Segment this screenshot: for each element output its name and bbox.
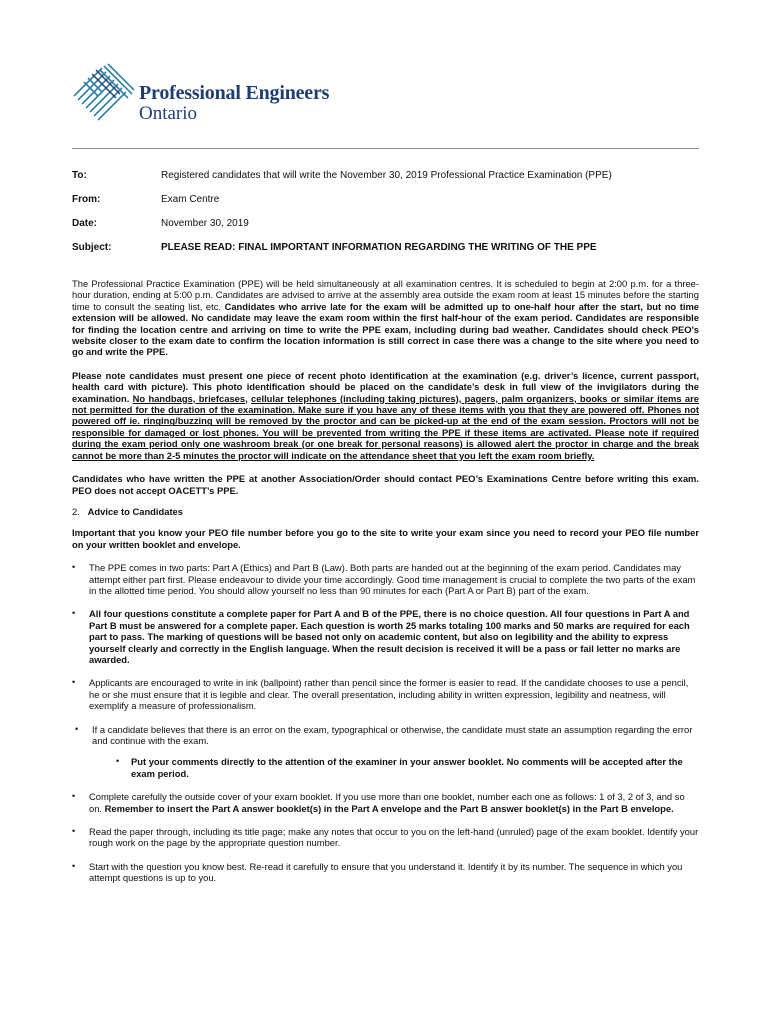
bullet-error: If a candidate believes that there is an error on the exam, typographical or otherwise, the candidate must state an assumption regarding the error and continue with the exam. [92, 723, 693, 746]
bullet-icon: • [72, 608, 76, 619]
org-name-line1: Professional Engineers [139, 82, 330, 104]
bullet-ink: Applicants are encouraged to write in ink (ballpoint) rather than pencil since the former is easier to read. If the candidate chooses to use a pencil, he or she must ensure that it is legible and clear. The overall presentation, including ability in written expression, legibility and neatness, will exemplify a measure of professionalism. [89, 677, 689, 712]
bullet-comments: Put your comments directly to the attention of the examiner in your answer booklet. No comments will be accepted after the exam period. [131, 756, 683, 779]
header-divider [72, 148, 699, 149]
bullet-icon: • [72, 860, 76, 871]
memo-from-label: From: [72, 194, 101, 205]
schedule-text: The Professional Practice Examination (PPE) will be held simultaneously at all examination centres. It is scheduled to begin at 2:00 p.m. for a three-hour duration, ending at 5:00 p.m. Candidates are advised to arrive at the assembly area outside the exam room at least 15 minutes before the starting time to consult the seating list, etc. [72, 278, 699, 312]
memo-to-label: To: [72, 170, 87, 181]
booklet-bold-text: Remember to insert the Part A answer booklet(s) in the Part A envelope and the Part B answer booklet(s) in the Part B envelope. [104, 802, 674, 814]
peo-logo-icon [72, 62, 136, 122]
schedule-bold-text: Candidates who arrive late for the exam will be admitted up to one-half hour after the start, but no time extension will be allowed. No candidate may leave the exam room within the first half-hour of the exam period. Candidates are responsible for finding the location centre and arriving on time to write the PPE exam, including during bad weather. Candidates should check PEO’s website closer to the exam date to confirm the location information is still correct in case there was a change to the site where you need to go and write the PPE. [72, 300, 699, 358]
list-item [72, 562, 699, 596]
memo-date-value: November 30, 2019 [161, 218, 249, 229]
bullet-icon: • [72, 791, 76, 802]
section-number: 2. [72, 505, 80, 517]
bullet-icon: • [75, 723, 79, 734]
org-name-line2: Ontario [139, 103, 198, 124]
bullet-icon: • [72, 562, 76, 573]
identification-comma: , [245, 392, 252, 404]
devices-underlined: cellular telephones (including taking pictures), pagers, palm organizers, books or similar items are not permitted for the duration of the examination. Make sure if you have any of these items with you that they are powered off. Phones not powered off ie. ringing/buzzing will be removed by the proctor and can be picked-up at the end of the exam session. Proctors will not be responsible for damaged or lost phones. You will be prevented from writing the PPE if these items are activated. Please note if required during the exam period only one washroom break (or one break for personal reasons) is allowed alert the proctor in charge and the break cannot be more than 2-5 minutes the proctor will indicate on the attendance sheet that you left the exam room briefly. [72, 392, 699, 461]
paragraph-identification [72, 370, 699, 461]
bullet-icon: • [116, 756, 120, 767]
paragraph-other-association: Candidates who have written the PPE at another Association/Order should contact PEO’s Examinations Centre before writing this exam. PEO does not accept OACETT’s PPE. [72, 473, 699, 496]
identification-text: Please note candidates must present one piece of recent photo identification at the examination (e.g. driver’s licence, current passport, health card with picture). This photo identification should be placed on the candidate’s desk in full view of the invigilators during the examination. [72, 369, 699, 404]
memo-subject-value: PLEASE READ: FINAL IMPORTANT INFORMATION REGARDING THE WRITING OF THE PPE [161, 242, 597, 253]
list-item [72, 608, 699, 665]
memo-to-value: Registered candidates that will write the November 30, 2019 Professional Practice Examination (PPE) [161, 170, 612, 181]
paragraph-file-number: Important that you know your PEO file number before you go to the site to write your exam since you need to record your PEO file number on your written booklet and envelope. [72, 527, 699, 550]
booklet-text: Complete carefully the outside cover of your exam booklet. If you use more than one booklet, number each one as follows: 1 of 3, 2 of 3, and so on. [89, 791, 685, 814]
section-title: Advice to Candidates [87, 505, 183, 517]
bullet-four-questions: All four questions constitute a complete paper for Part A and B of the PPE, there is no choice question. All four questions in Part A and Part B must be answered for a complete paper. Each question is worth 25 marks totaling 100 marks and 50 marks are required for each part to pass. The marking of questions will be based not only on academic content, but also on legibility and the ability to express yourself clearly and correctly in the English language. When the result decision is received it will be a pass or fail letter no marks are awarded. [89, 608, 690, 665]
handbags-underlined: No handbags, briefcases [132, 392, 246, 404]
bullet-start: Start with the question you know best. Re-read it carefully to ensure that you understand it. Identify it by its number. The sequence in which you attempt questions is up to you. [89, 860, 683, 884]
paragraph-schedule [72, 278, 699, 358]
list-item [72, 826, 699, 849]
bullet-read-paper: Read the paper through, including its title page; make any notes that occur to you on the left-hand (unruled) page of the exam booklet. Identify your rough work on the page by the appropriate question number. [89, 826, 699, 849]
list-item [72, 677, 699, 711]
bullet-icon: • [72, 826, 76, 837]
bullet-booklet [89, 791, 699, 814]
memo-subject-label: Subject: [72, 242, 112, 253]
section-heading [72, 506, 699, 517]
bullet-two-parts: The PPE comes in two parts: Part A (Ethics) and Part B (Law). Both parts are handed out at the beginning of the exam period. Candidates may attempt either part first. Please endeavour to divide your time accordingly. Good time management is crucial to complete the two parts of the exam in the allotted time period. You should allow yourself no less than 90 minutes for each (Part A or Part B) part of the exam. [89, 562, 696, 596]
memo-body [72, 278, 699, 884]
bullet-icon: • [72, 677, 76, 688]
list-item [72, 861, 699, 884]
memo-from-value: Exam Centre [161, 194, 220, 205]
list-item [72, 724, 699, 747]
list-item [72, 756, 699, 779]
list-item [72, 791, 699, 814]
peo-logo [72, 62, 330, 124]
memo-date-label: Date: [72, 218, 98, 229]
